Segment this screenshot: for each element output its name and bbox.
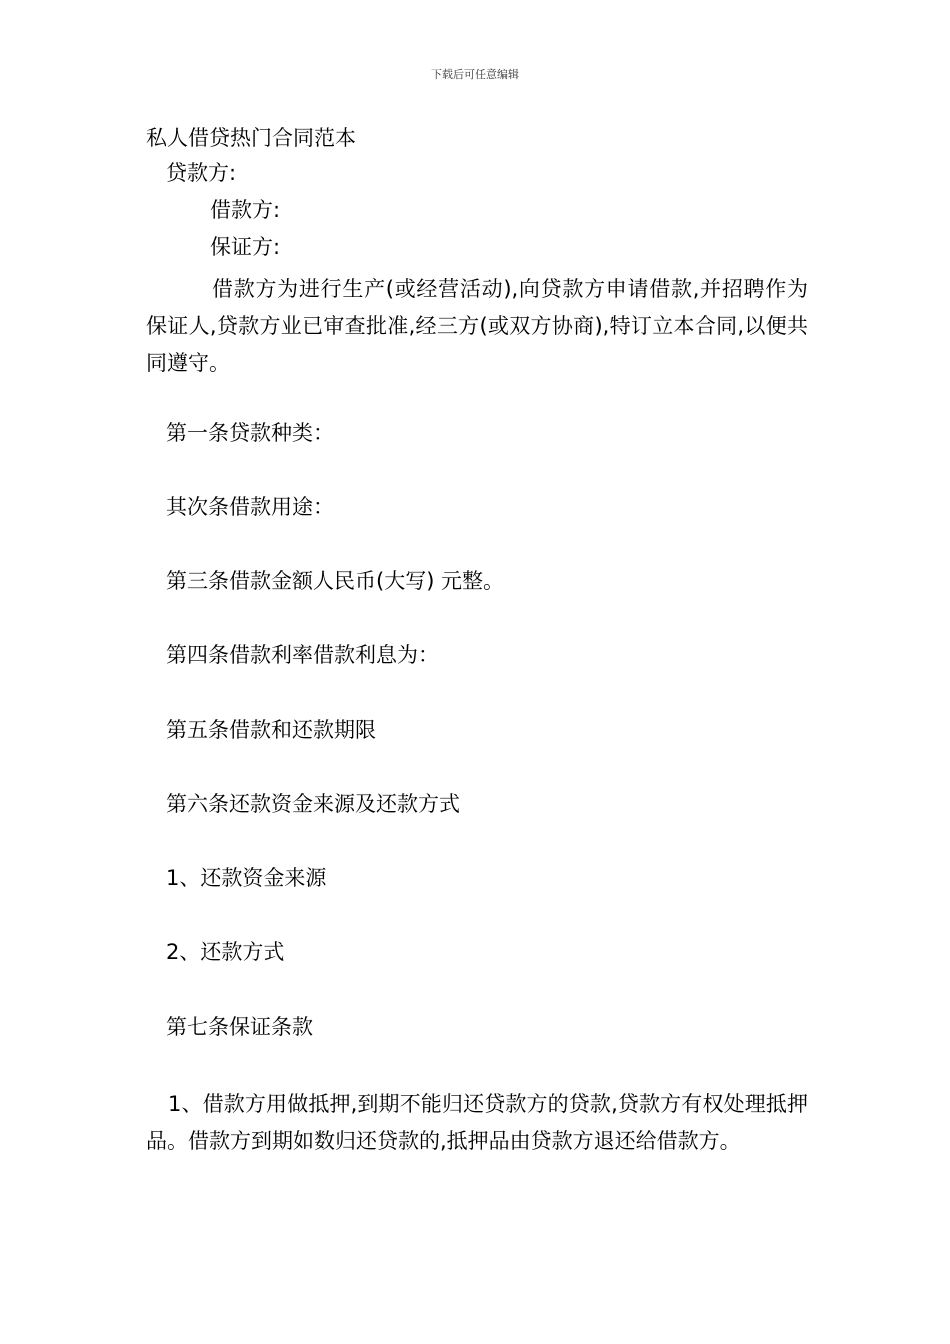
article-5: 第五条借款和还款期限 [166,718,376,742]
article-1: 第一条贷款种类： [166,421,334,445]
article-6: 第六条还款资金来源及还款方式 [166,792,460,816]
article-7: 第七条保证条款 [166,1015,313,1039]
guarantee-clause-1: 1、借款方用做抵押,到期不能归还贷款方的贷款,贷款方有权处理抵押品。借款方到期如数归还贷款的,抵押品由贷款方退还给借款方。 [146,1092,808,1153]
party-borrower: 借款方: [210,198,281,222]
article-2: 其次条借款用途： [166,495,334,519]
header-note: 下载后可任意编辑 [431,68,519,81]
intro-paragraph: 借款方为进行生产(或经营活动),向贷款方申请借款,并招聘作为保证人,贷款方业已审查批准,经三方(或双方协商),特订立本合同,以便共同遵守。 [146,277,808,375]
document-title: 私人借贷热门合同范本 [146,126,356,150]
party-lender: 贷款方: [166,161,237,185]
article-3: 第三条借款金额人民币(大写) 元整。 [166,569,505,593]
article-6-item-2: 2、还款方式 [166,940,285,964]
party-guarantor: 保证方: [210,235,281,259]
article-4: 第四条借款利率借款利息为： [166,643,439,667]
article-6-item-1: 1、还款资金来源 [166,866,327,890]
